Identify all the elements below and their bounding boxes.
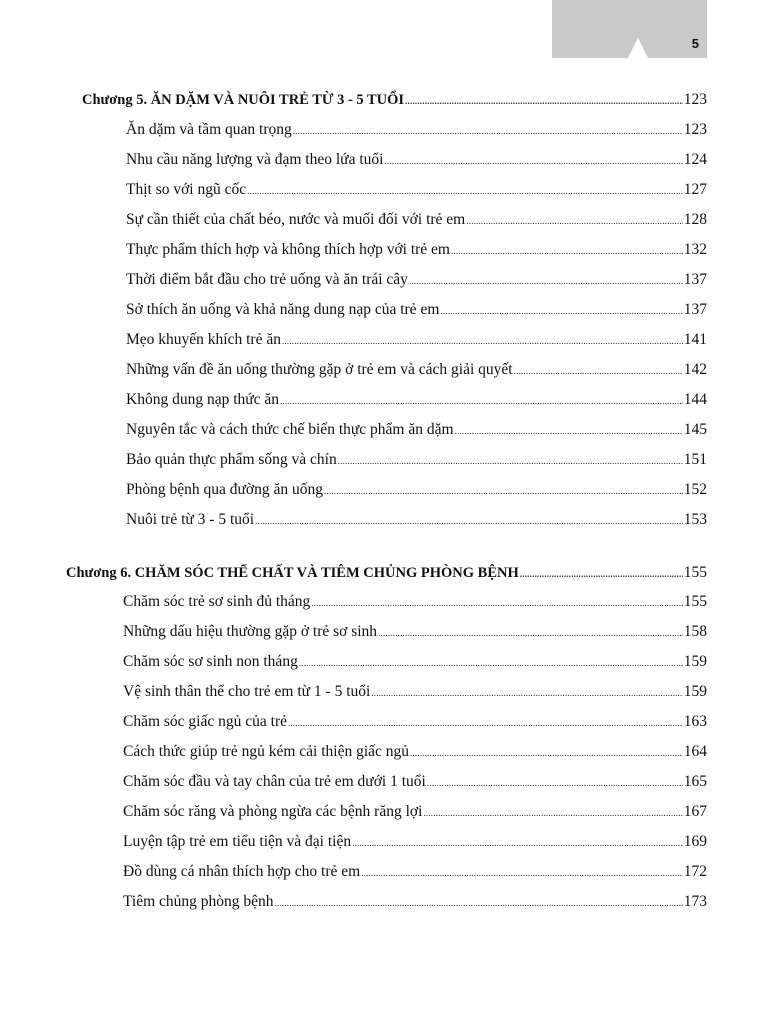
entry-title: Nuôi trẻ từ 3 - 5 tuổi (126, 511, 255, 528)
leader-dots (451, 241, 683, 261)
leader-dots (405, 91, 683, 111)
leader-dots (352, 833, 683, 853)
entry-page: 165 (683, 773, 707, 790)
entry-page: 159 (683, 653, 707, 670)
entry-title: Đồ dùng cá nhân thích hợp cho trẻ em (123, 863, 361, 880)
toc-entry[interactable] (123, 712, 707, 733)
entry-title: Chăm sóc sơ sinh non tháng (123, 653, 298, 670)
entry-title: Không dung nạp thức ăn (126, 391, 280, 408)
entry-title: Những vấn đề ăn uống thường gặp ở trẻ em và cách giải quyết (126, 361, 513, 378)
tab-notch (628, 38, 648, 58)
entry-title: Tiêm chủng phòng bệnh (123, 893, 274, 910)
toc-entry[interactable] (123, 742, 707, 763)
entry-page: 144 (683, 391, 707, 408)
toc-entry[interactable] (123, 622, 707, 643)
entry-page: 163 (683, 713, 707, 730)
entry-page: 158 (683, 623, 707, 640)
toc-entry[interactable] (126, 450, 707, 471)
entry-title: Cách thức giúp trẻ ngủ kém cải thiện giấc ngủ (123, 743, 410, 760)
entry-page: 155 (683, 593, 707, 610)
entry-page: 172 (683, 863, 707, 880)
chapter-page: 123 (683, 91, 707, 108)
leader-dots (247, 181, 683, 201)
leader-dots (410, 743, 683, 763)
toc-entry[interactable] (126, 210, 707, 231)
leader-dots (384, 151, 682, 171)
leader-dots (440, 301, 682, 321)
toc-entry[interactable] (126, 480, 707, 501)
entry-title: Chăm sóc trẻ sơ sinh đủ tháng (123, 593, 311, 610)
entry-page: 152 (683, 481, 707, 498)
entry-page: 127 (683, 181, 707, 198)
entry-title: Chăm sóc giấc ngủ của trẻ (123, 713, 287, 730)
toc-entry[interactable] (123, 862, 707, 883)
leader-dots (427, 773, 683, 793)
leader-dots (371, 683, 682, 703)
entry-page: 141 (683, 331, 707, 348)
entry-title: Chăm sóc đầu và tay chân của trẻ em dưới 1 tuổi (123, 773, 426, 790)
toc-entry[interactable] (126, 300, 707, 321)
toc-entry[interactable] (126, 120, 707, 141)
entry-page: 164 (683, 743, 707, 760)
chapter-title: Chương 5. ĂN DẶM VÀ NUÔI TRẺ TỪ 3 - 5 TUỔI (82, 92, 405, 108)
leader-dots (466, 211, 683, 231)
leader-dots (409, 271, 683, 291)
leader-dots (324, 481, 683, 501)
entry-title: Thịt so với ngũ cốc (126, 181, 247, 198)
toc-entry[interactable] (126, 270, 707, 291)
entry-title: Những dấu hiệu thường gặp ở trẻ sơ sinh (123, 623, 378, 640)
entry-title: Sở thích ăn uống và khả năng dung nạp của trẻ em (126, 301, 440, 318)
entry-title: Thời điểm bắt đầu cho trẻ uống và ăn trái cây (126, 271, 408, 288)
toc-entry[interactable] (123, 652, 707, 673)
toc-chapter-5[interactable] (82, 90, 707, 111)
entry-page: 153 (683, 511, 707, 528)
entry-page: 142 (683, 361, 707, 378)
toc-entry[interactable] (126, 330, 707, 351)
entry-title: Bảo quản thực phẩm sống và chín (126, 451, 337, 468)
entry-page: 137 (683, 271, 707, 288)
entry-page: 137 (683, 301, 707, 318)
entry-page: 124 (683, 151, 707, 168)
toc-entry[interactable] (123, 772, 707, 793)
entry-title: Chăm sóc răng và phòng ngừa các bệnh răng lợi (123, 803, 423, 820)
entry-title: Sự cần thiết của chất béo, nước và muối đối với trẻ em (126, 211, 466, 228)
entry-title: Thực phẩm thích hợp và không thích hợp với trẻ em (126, 241, 450, 258)
leader-dots (378, 623, 683, 643)
leader-dots (288, 713, 683, 733)
toc-entry[interactable] (126, 510, 707, 531)
chapter-title: Chương 6. CHĂM SÓC THỂ CHẤT VÀ TIÊM CHỦNG PHÒNG BỆNH (66, 565, 519, 581)
leader-dots (280, 391, 683, 411)
toc-entry[interactable] (126, 360, 707, 381)
toc-entry[interactable] (126, 390, 707, 411)
entry-title: Nhu cầu năng lượng và đạm theo lứa tuổi (126, 151, 384, 168)
entry-page: 132 (683, 241, 707, 258)
leader-dots (455, 421, 683, 441)
leader-dots (338, 451, 683, 471)
page-number-tab (552, 0, 707, 58)
toc-entry[interactable] (123, 832, 707, 853)
leader-dots (514, 361, 683, 381)
leader-dots (255, 511, 683, 531)
entry-page: 169 (683, 833, 707, 850)
entry-title: Ăn dặm và tầm quan trọng (126, 121, 292, 138)
entry-page: 151 (683, 451, 707, 468)
chapter-page: 155 (683, 564, 707, 581)
leader-dots (282, 331, 683, 351)
toc-entry[interactable] (123, 592, 707, 613)
leader-dots (311, 593, 682, 613)
entry-page: 167 (683, 803, 707, 820)
toc-entry[interactable] (123, 892, 707, 913)
entry-title: Phòng bệnh qua đường ăn uống (126, 481, 323, 498)
toc-entry[interactable] (126, 180, 707, 201)
leader-dots (293, 121, 683, 141)
entry-title: Nguyên tắc và cách thức chế biến thực phẩm ăn dặm (126, 421, 454, 438)
toc-entry[interactable] (126, 150, 707, 171)
leader-dots (275, 893, 683, 913)
entry-title: Vệ sinh thân thể cho trẻ em từ 1 - 5 tuổi (123, 683, 371, 700)
entry-page: 145 (683, 421, 707, 438)
entry-page: 159 (683, 683, 707, 700)
leader-dots (423, 803, 682, 823)
toc-chapter-6[interactable] (66, 563, 707, 584)
entry-title: Luyện tập trẻ em tiểu tiện và đại tiện (123, 833, 352, 850)
entry-page: 123 (683, 121, 707, 138)
entry-page: 128 (683, 211, 707, 228)
page-number: 5 (691, 36, 699, 51)
leader-dots (361, 863, 683, 883)
toc-entry[interactable] (123, 682, 707, 703)
leader-dots (520, 564, 683, 584)
entry-title: Mẹo khuyến khích trẻ ăn (126, 331, 281, 348)
entry-page: 173 (683, 893, 707, 910)
toc-entry[interactable] (126, 240, 707, 261)
leader-dots (299, 653, 683, 673)
toc-entry[interactable] (123, 802, 707, 823)
toc-entry[interactable] (126, 420, 707, 441)
